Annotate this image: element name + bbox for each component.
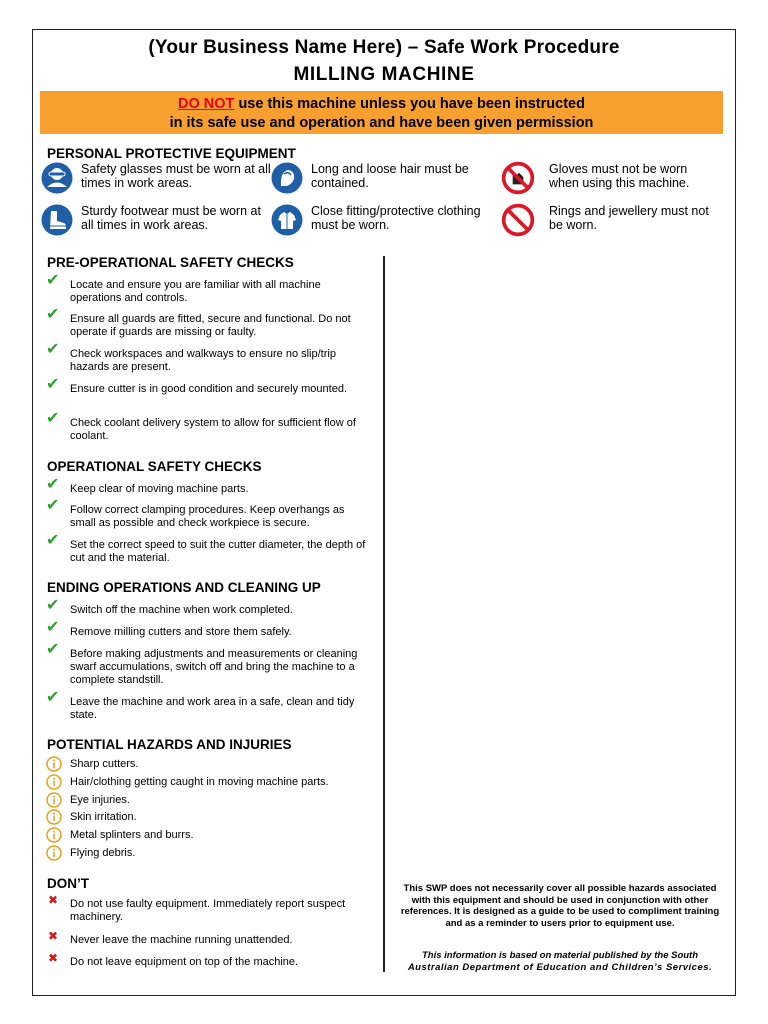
list-item-text: Check coolant delivery system to allow for sufficient flow of coolant. xyxy=(70,417,356,442)
banner-line-1 xyxy=(40,95,723,114)
list-item-text: Ensure all guards are fitted, secure and functional. Do not operate if guards are missing or faulty. xyxy=(70,313,351,338)
pre-op-heading: PRE-OPERATIONAL SAFETY CHECKS xyxy=(47,255,294,270)
banner-line-1-rest: use this machine unless you have been instructed xyxy=(234,96,585,112)
list-item xyxy=(46,827,194,843)
ppe-text-hair: Long and loose hair must be contained. xyxy=(311,162,469,190)
list-item-text: Skin irritation. xyxy=(70,810,137,823)
ppe-text-safety-glasses: Safety glasses must be worn at all times in work areas. xyxy=(81,162,271,190)
do-not-text: DO NOT xyxy=(178,96,235,112)
list-item-text: Set the correct speed to suit the cutter diameter, the depth of cut and the material. xyxy=(70,539,366,564)
list-item xyxy=(46,412,366,443)
disclaimer: This SWP does not necessarily cover all possible hazards associated with this equipment and should be used in conjunction with other references. It is designed as a guide to be used to compliment training and as a reminder to users prior to equipment use. xyxy=(400,883,720,929)
safety-glasses-icon xyxy=(41,162,73,194)
list-item xyxy=(46,308,366,339)
info-icon xyxy=(46,774,62,790)
list-item xyxy=(46,599,366,617)
no-jewellery-icon xyxy=(501,203,535,237)
list-item-text: Before making adjustments and measurements or cleaning swarf accumulations, switch off and bring the machine to a complete standstill. xyxy=(70,648,358,686)
list-item xyxy=(46,643,366,687)
ppe-text-footwear: Sturdy footwear must be worn at all times in work areas. xyxy=(81,204,261,232)
ppe-text-clothing: Close fitting/protective clothing must be worn. xyxy=(311,204,481,232)
list-item-text: Check workspaces and walkways to ensure no slip/trip hazards are present. xyxy=(70,348,336,373)
hazards-heading: POTENTIAL HAZARDS AND INJURIES xyxy=(47,737,292,752)
check-icon: ✔ xyxy=(46,376,60,393)
ending-heading: ENDING OPERATIONS AND CLEANING UP xyxy=(47,580,321,595)
page-title: (Your Business Name Here) – Safe Work Procedure xyxy=(148,37,620,58)
list-item xyxy=(46,478,366,496)
list-item-text: Remove milling cutters and store them safely. xyxy=(70,626,292,638)
list-item xyxy=(46,343,366,374)
warning-banner xyxy=(40,91,723,134)
list-item-text: Sharp cutters. xyxy=(70,757,139,770)
ppe-heading: PERSONAL PROTECTIVE EQUIPMENT xyxy=(47,146,296,161)
list-item-text: Never leave the machine running unattended. xyxy=(70,934,293,946)
cross-icon: ✖ xyxy=(48,893,59,907)
info-icon xyxy=(46,809,62,825)
protective-clothing-icon xyxy=(271,204,303,236)
list-item xyxy=(46,893,366,924)
check-icon: ✔ xyxy=(46,532,60,549)
list-item-text: Keep clear of moving machine parts. xyxy=(70,483,249,495)
check-icon: ✔ xyxy=(46,341,60,358)
list-item-text: Do not use faulty equipment. Immediately report suspect machinery. xyxy=(70,898,346,923)
ppe-item-footwear xyxy=(41,204,271,236)
list-item xyxy=(46,621,366,639)
list-item xyxy=(46,756,138,772)
check-icon: ✔ xyxy=(46,689,60,706)
info-icon xyxy=(46,792,62,808)
check-icon: ✔ xyxy=(46,410,60,427)
list-item xyxy=(46,792,130,808)
list-item xyxy=(46,378,366,396)
list-item xyxy=(46,499,366,530)
check-icon: ✔ xyxy=(46,476,60,493)
check-icon: ✔ xyxy=(46,619,60,636)
ppe-item-no-gloves xyxy=(501,162,719,195)
check-icon: ✔ xyxy=(46,641,60,658)
check-icon: ✔ xyxy=(46,306,60,323)
list-item xyxy=(46,774,329,790)
source-line-1: This information is based on material published by the South xyxy=(421,950,699,961)
list-item-text: Leave the machine and work area in a safe, clean and tidy state. xyxy=(70,696,355,721)
list-item-text: Hair/clothing getting caught in moving machine parts. xyxy=(70,775,329,788)
no-gloves-icon xyxy=(501,161,535,195)
source-note xyxy=(400,950,720,974)
list-item xyxy=(46,845,135,861)
machine-name: MILLING MACHINE xyxy=(293,64,475,85)
banner-line-2: in its safe use and operation and have been given permission xyxy=(169,115,594,131)
safety-boots-icon xyxy=(41,204,73,236)
list-item xyxy=(46,274,366,305)
operational-heading: OPERATIONAL SAFETY CHECKS xyxy=(47,459,262,474)
list-item xyxy=(46,691,366,722)
list-item-text: Ensure cutter is in good condition and securely mounted. xyxy=(70,383,347,395)
info-icon xyxy=(46,845,62,861)
source-line-2: Australian Department of Education and Children’s Services. xyxy=(407,962,713,973)
cross-icon: ✖ xyxy=(48,929,59,943)
info-icon xyxy=(46,827,62,843)
list-item xyxy=(46,951,366,969)
ppe-item-hair xyxy=(271,162,481,194)
ppe-item-clothing xyxy=(271,204,481,236)
cross-icon: ✖ xyxy=(48,951,59,965)
check-icon: ✔ xyxy=(46,597,60,614)
list-item-text: Eye injuries. xyxy=(70,793,130,806)
list-item-text: Locate and ensure you are familiar with all machine operations and controls. xyxy=(70,279,321,304)
column-divider xyxy=(383,256,385,972)
list-item-text: Do not leave equipment on top of the machine. xyxy=(70,956,299,968)
dont-heading: DON’T xyxy=(47,876,89,891)
list-item xyxy=(46,809,137,825)
list-item-text: Switch off the machine when work completed. xyxy=(70,604,293,616)
check-icon: ✔ xyxy=(46,497,60,514)
info-icon xyxy=(46,756,62,772)
list-item xyxy=(46,534,366,565)
ppe-item-no-jewellery xyxy=(501,204,719,237)
ppe-text-no-gloves: Gloves must not be worn when using this machine. xyxy=(549,162,690,190)
ppe-text-no-jewellery: Rings and jewellery must not be worn. xyxy=(549,204,709,232)
list-item-text: Flying debris. xyxy=(70,846,136,859)
ppe-item-safety-glasses xyxy=(41,162,271,194)
hair-contained-icon xyxy=(271,162,303,194)
list-item-text: Metal splinters and burrs. xyxy=(70,828,194,841)
check-icon: ✔ xyxy=(46,272,60,289)
list-item-text: Follow correct clamping procedures. Keep overhangs as small as possible and check workpiece is secure. xyxy=(70,504,345,529)
list-item xyxy=(46,929,366,947)
